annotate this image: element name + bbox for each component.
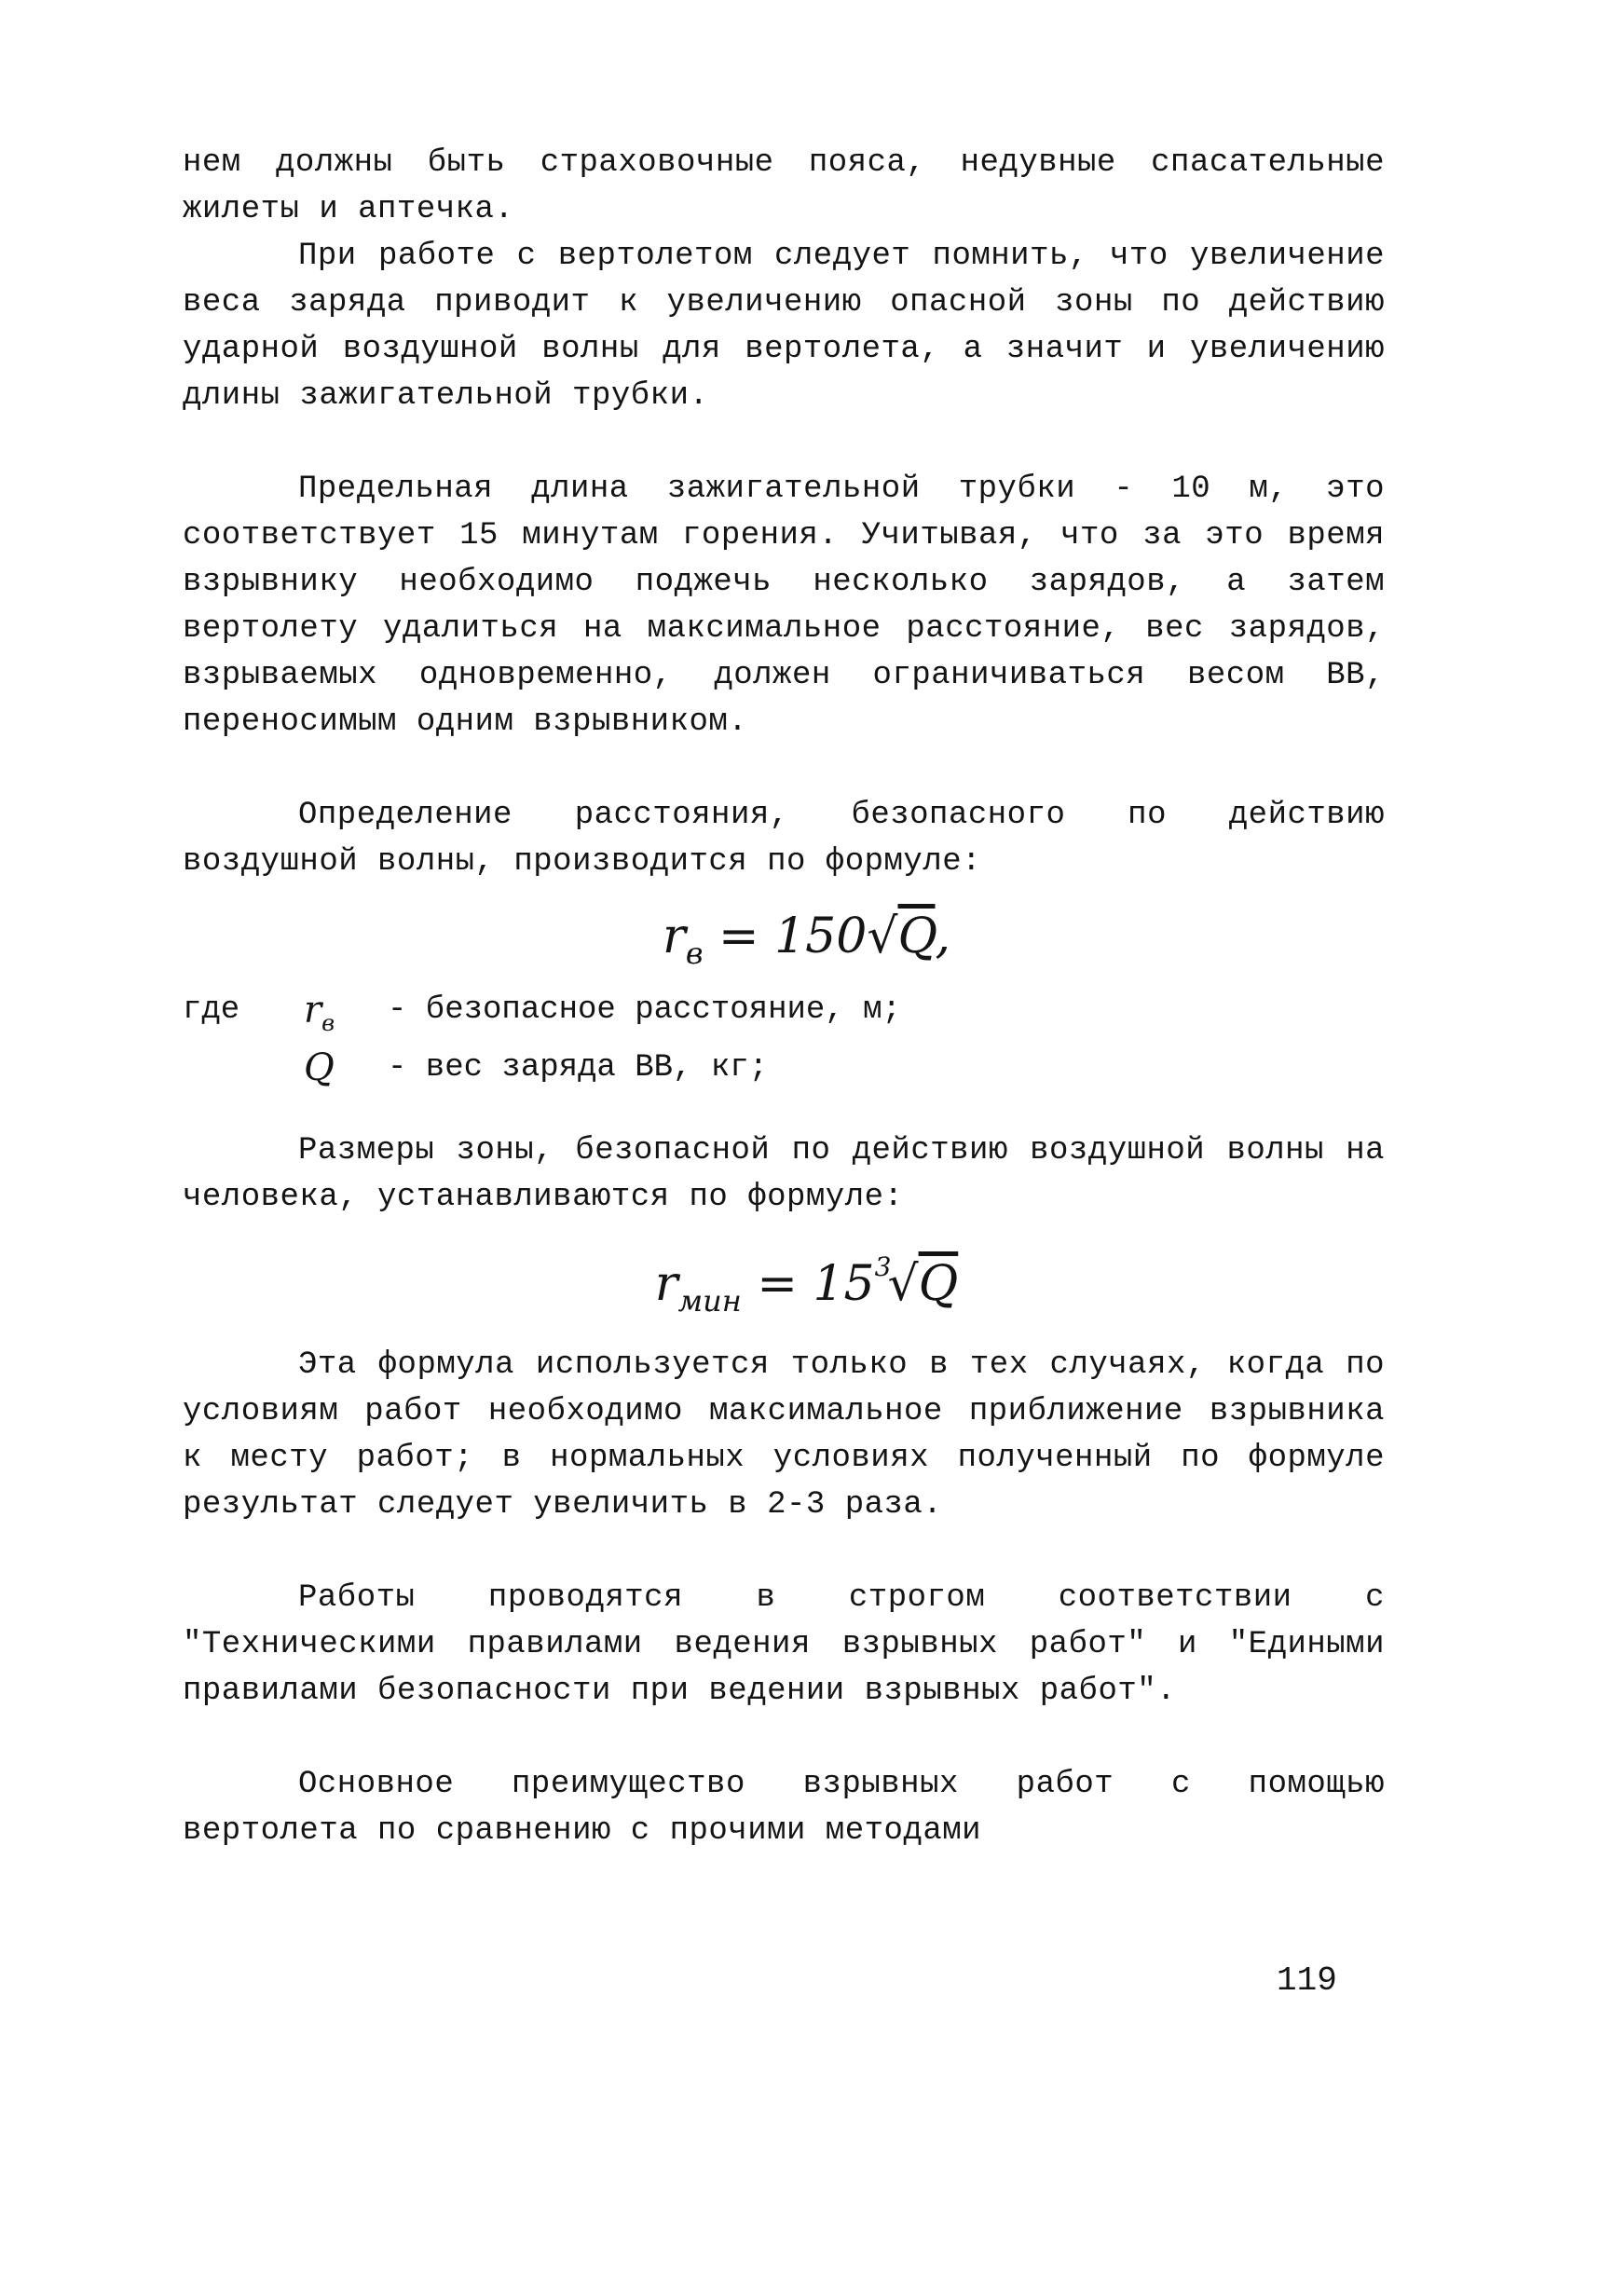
legend-symbol-q: Q	[304, 1046, 335, 1089]
legend-row-distance	[183, 988, 1385, 1046]
formula1-lhs: r	[662, 909, 686, 964]
paragraph-2: При работе с вертолетом следует помнить, что увеличение веса заряда приводит к увеличению опасной зоны по действию ударной воздушной волны для вертолета, а значит и увеличению длины зажигательной трубки.	[183, 239, 1385, 414]
legend-desc-charge: - вес заряда ВВ, кг;	[388, 1050, 769, 1086]
formula1-radicand: Q	[897, 909, 936, 964]
formula1-lhs-sub: в	[685, 936, 704, 971]
legend-symbol-r: $r_в$	[304, 989, 335, 1036]
formula1-tail: ,	[935, 909, 951, 964]
paragraph-6: Эта формула используется только в тех случаях, когда по условиям работ необходимо максимальное приближение взрывника к месту работ; в нормальных условиях полученный по формуле результат следует увеличить в 2-3 раза.	[183, 1347, 1385, 1523]
formula-safe-distance	[0, 909, 1613, 981]
cbrt-icon: √	[887, 1256, 919, 1312]
formula-min-distance	[0, 1239, 1613, 1329]
paragraph-5: Размеры зоны, безопасной по действию воздушной волны на человека, устанавливаются по формуле:	[183, 1133, 1385, 1215]
page-number: 119	[1277, 1961, 1337, 2000]
formula2-eq: = 15	[741, 1256, 875, 1312]
formula-legend	[183, 988, 1385, 1090]
legend-lead: где	[183, 992, 240, 1028]
paragraph-4: Определение расстояния, безопасного по действию воздушной волны, производится по формуле:	[183, 798, 1385, 880]
formula2-lhs: r	[654, 1256, 678, 1312]
legend-desc-distance: - безопасное расстояние, м;	[388, 992, 901, 1028]
paragraph-8: Основное преимущество взрывных работ с помощью вертолета по сравнению с прочими методами	[183, 1767, 1385, 1849]
paragraph-3: Предельная длина зажигательной трубки - 10 м, это соответствует 15 минутам горения. Учитывая, что за это время взрывнику необходимо поджечь несколько зарядов, а затем вертолету удалиться на максимальное расстояние, вес зарядов, взрываемых одновременно, должен ограничиваться весом ВВ, переносимым одним взрывником.	[183, 472, 1385, 740]
formula2-root-index: 3	[874, 1251, 892, 1282]
paragraph-1: нем должны быть страховочные пояса, недувные спасательные жилеты и аптечка.	[183, 145, 1385, 227]
formula2-lhs-sub: мин	[677, 1283, 742, 1319]
sqrt-icon: √	[867, 909, 898, 964]
formula1-eq: = 150	[703, 909, 868, 964]
paragraph-7: Работы проводятся в строгом соответствии с "Техническими правилами ведения взрывных работ" и "Едиными правилами безопасности при ведении взрывных работ".	[183, 1580, 1385, 1709]
legend-row-charge	[183, 1046, 1385, 1090]
formula2-radicand: Q	[918, 1256, 959, 1312]
